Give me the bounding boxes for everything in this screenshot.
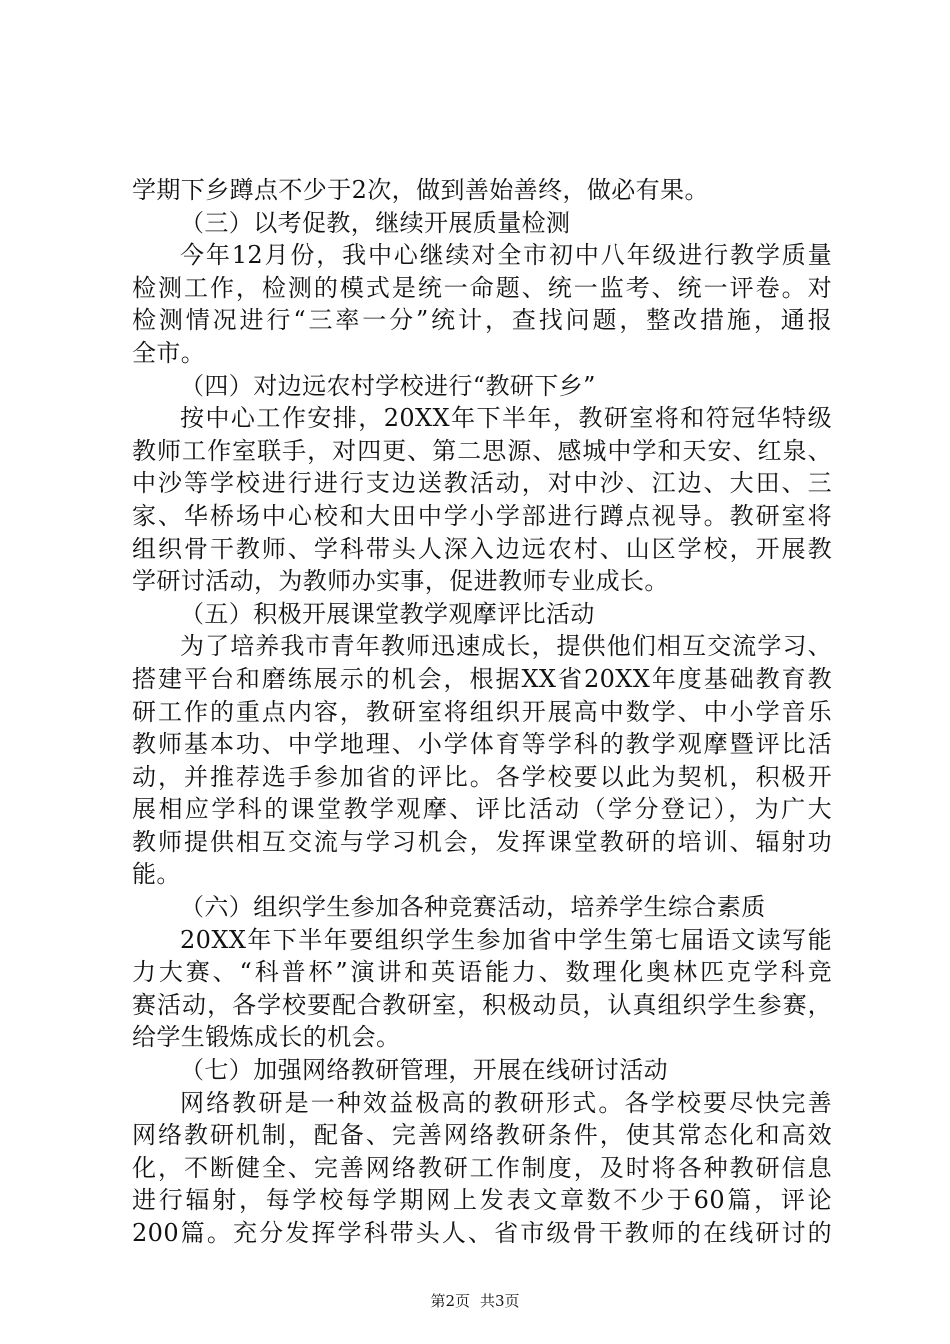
total-pages: 共3页 (480, 1292, 520, 1310)
text-line: 今年12月份，我中心继续对全市初中八年级进行教学质量 (180, 241, 832, 270)
text-line: （五）积极开展课堂教学观摩评比活动 (180, 599, 595, 628)
text-line: 200篇。充分发挥学科带头人、省市级骨干教师的在线研讨的 (132, 1219, 832, 1247)
text-line: 网络教研机制，配备、完善网络教研条件，使其常态化和高效 (132, 1121, 832, 1150)
text-line: 进行辐射，每学校每学期网上发表文章数不少于60篇，评论 (132, 1186, 832, 1215)
text-line: 检测情况进行“三率一分”统计，查找问题，整改措施，通报 (132, 306, 832, 335)
text-line: 家、华桥场中心校和大田中学小学部进行蹲点视导。教研室将 (132, 501, 832, 530)
page-footer (0, 1291, 950, 1311)
text-line: 中沙等学校进行进行支边送教活动，对中沙、江边、大田、三 (132, 469, 832, 498)
text-line: 动，并推荐选手参加省的评比。各学校要以此为契机，积极开 (132, 762, 832, 791)
text-line: 搭建平台和磨练展示的机会，根据XX省20XX年度基础教育教 (132, 664, 832, 693)
text-line: 按中心工作安排，20XX年下半年，教研室将和符冠华特级 (180, 404, 832, 433)
text-line: 学研讨活动，为教师办实事，促进教师专业成长。 (132, 567, 669, 596)
text-line: 力大赛、“科普杯”演讲和英语能力、数理化奥林匹克学科竞 (132, 958, 832, 987)
text-line: 给学生锻炼成长的机会。 (132, 1023, 401, 1052)
text-line: 全市。 (132, 338, 206, 367)
text-line: （七）加强网络教研管理，开展在线研讨活动 (180, 1056, 668, 1085)
text-line: （四）对边远农村学校进行“教研下乡” (180, 371, 596, 400)
text-line: 教师提供相互交流与学习机会，发挥课堂教研的培训、辐射功 (132, 827, 832, 856)
text-line: 网络教研是一种效益极高的教研形式。各学校要尽快完善 (180, 1088, 832, 1117)
text-line: 赛活动，各学校要配合教研室，积极动员，认真组织学生参赛， (132, 990, 832, 1019)
text-line: （三）以考促教，继续开展质量检测 (180, 208, 571, 237)
text-line: 能。 (132, 860, 181, 889)
text-line: 20XX年下半年要组织学生参加省中学生第七届语文读写能 (180, 925, 832, 954)
page-number: 第2页 (430, 1292, 470, 1310)
text-line: 为了培养我市青年教师迅速成长，提供他们相互交流学习、 (180, 632, 832, 661)
text-line: 检测工作，检测的模式是统一命题、统一监考、统一评卷。对 (132, 273, 832, 302)
text-line: 化，不断健全、完善网络教研工作制度，及时将各种教研信息 (132, 1153, 832, 1182)
document-body (132, 174, 832, 1250)
text-line: 展相应学科的课堂教学观摩、评比活动（学分登记），为广大 (132, 795, 832, 824)
text-line: 教师工作室联手，对四更、第二思源、感城中学和天安、红泉、 (132, 436, 832, 465)
text-line: 研工作的重点内容，教研室将组织开展高中数学、中小学音乐 (132, 697, 832, 726)
text-line: 学期下乡蹲点不少于2次，做到善始善终，做必有果。 (132, 176, 709, 204)
text-line: 组织骨干教师、学科带头人深入边远农村、山区学校，开展教 (132, 534, 832, 563)
text-line: （六）组织学生参加各种竞赛活动，培养学生综合素质 (180, 893, 766, 922)
text-line: 教师基本功、中学地理、小学体育等学科的教学观摩暨评比活 (132, 730, 832, 759)
